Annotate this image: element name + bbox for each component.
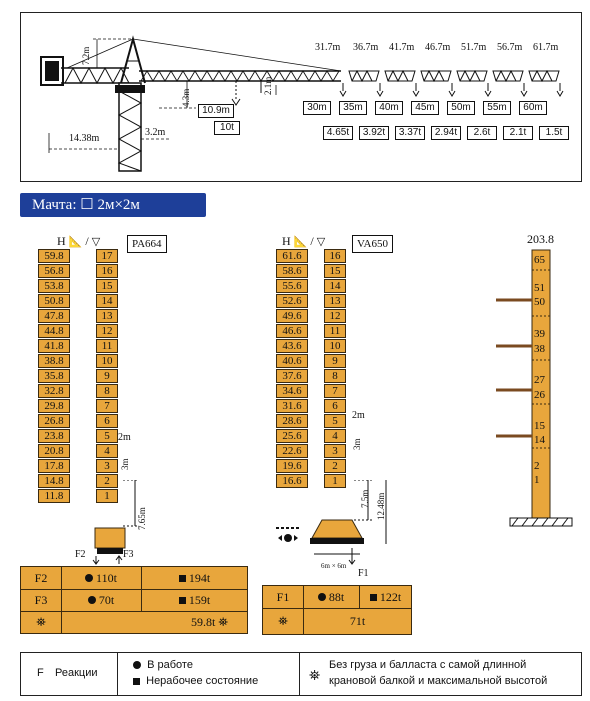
- pa-dim-base: 7.65m: [137, 507, 147, 530]
- va-height-cell: 19.6: [276, 459, 308, 473]
- va-section-cell: 9: [324, 354, 346, 368]
- tower-section-label: 14: [534, 434, 545, 446]
- pa-dim-section: 2m: [118, 432, 131, 443]
- tower-section-label: 1: [534, 474, 540, 486]
- va-section-cell: 6: [324, 399, 346, 413]
- va-section-cell: 13: [324, 294, 346, 308]
- pa-model-box: PA664: [127, 235, 167, 253]
- pa-section-cell: 12: [96, 324, 118, 338]
- tip-load-1: 4.65t: [323, 126, 353, 140]
- working-dot-icon: [85, 574, 93, 582]
- va-dim-total: 12.48m: [376, 492, 386, 520]
- va-height-cell: 40.6: [276, 354, 308, 368]
- radius-box-4: 45m: [411, 101, 439, 115]
- tower-section-label: 65: [534, 254, 545, 266]
- crane-drawing: [21, 13, 581, 181]
- pa-section-cell: 9: [96, 369, 118, 383]
- idle-square-icon: [179, 575, 186, 582]
- working-dot-icon: [88, 596, 96, 604]
- dim-height-top: 7.2m: [81, 46, 91, 65]
- tower-section-label: 27: [534, 374, 545, 386]
- va-section-cell: 8: [324, 369, 346, 383]
- pa-section-cell: 6: [96, 414, 118, 428]
- pa-section-cell: 1: [96, 489, 118, 503]
- radius-box-6: 55m: [483, 101, 511, 115]
- jib-length-6: 56.7m: [497, 42, 523, 53]
- tip-load-5: 2.6t: [467, 126, 497, 140]
- pa-height-cell: 44.8: [38, 324, 70, 338]
- va-dim-section: 2m: [352, 410, 365, 421]
- va-section-cell: 7: [324, 384, 346, 398]
- va-height-cell: 55.6: [276, 279, 308, 293]
- working-dot-icon: [318, 593, 326, 601]
- idle-square-icon: [133, 678, 140, 685]
- legend-box: [20, 652, 582, 696]
- tip-load-2: 3.92t: [359, 126, 389, 140]
- mast-badge: Мачта: ☐ 2м×2м: [20, 193, 206, 217]
- dim-counterjib: 14.38m: [69, 133, 100, 144]
- idle-square-icon: [370, 594, 377, 601]
- va-section-cell: 12: [324, 309, 346, 323]
- tower-section-label: 50: [534, 296, 545, 308]
- pa-section-cell: 17: [96, 249, 118, 263]
- pa-height-cell: 11.8: [38, 489, 70, 503]
- tip-load-7: 1.5t: [539, 126, 569, 140]
- weight-icon: ⛯: [36, 615, 46, 629]
- pa-force-table: [20, 566, 248, 634]
- pa-height-cell: 53.8: [38, 279, 70, 293]
- jib-length-5: 51.7m: [461, 42, 487, 53]
- pa-force-row: F2 110t 194t: [21, 567, 247, 590]
- pa-section-cell: 11: [96, 339, 118, 353]
- jib-length-1: 31.7m: [315, 42, 341, 53]
- va-height-cell: 37.6: [276, 369, 308, 383]
- legend-working: В работе: [133, 659, 193, 671]
- tower-section-label: 2: [534, 460, 540, 472]
- va-section-cell: 2: [324, 459, 346, 473]
- tip-load-4: 2.94t: [431, 126, 461, 140]
- tower-top-height: 203.8: [527, 232, 554, 246]
- va-section-cell: 10: [324, 339, 346, 353]
- legend-divider: [117, 653, 118, 695]
- legend-divider: [299, 653, 300, 695]
- va-section-cell: 1: [324, 474, 346, 488]
- va-height-cell: 43.6: [276, 339, 308, 353]
- va-dim-foot: 6m × 6m: [321, 562, 347, 570]
- jib-length-3: 41.7m: [389, 42, 415, 53]
- va-model-box: VA650: [352, 235, 393, 253]
- section-icon: ▽: [316, 236, 326, 248]
- weight-icon: ⛯: [218, 615, 228, 629]
- pa-weight-row: ⛯ 59.8t ⛯: [21, 611, 247, 634]
- crane-elevation-panel: [20, 12, 582, 182]
- pa-height-cell: 20.8: [38, 444, 70, 458]
- idle-square-icon: [179, 597, 186, 604]
- va-height-cell: 22.6: [276, 444, 308, 458]
- va-height-cell: 16.6: [276, 474, 308, 488]
- pa-height-cell: 59.8: [38, 249, 70, 263]
- legend-note-1: Без груза и балласта с самой длинной: [329, 659, 527, 671]
- tower-section-label: 51: [534, 282, 545, 294]
- pa-section-cell: 3: [96, 459, 118, 473]
- jib-length-2: 36.7m: [353, 42, 379, 53]
- pa-force-row: F3 70t 159t: [21, 589, 247, 612]
- va-height-cell: 31.6: [276, 399, 308, 413]
- va-header: H 📐 / ▽: [282, 234, 326, 248]
- radius-box-3: 40m: [375, 101, 403, 115]
- pa-f3-label: F3: [123, 549, 134, 560]
- pa-section-cell: 5: [96, 429, 118, 443]
- tower-section-label: 38: [534, 343, 545, 355]
- pa-section-cell: 8: [96, 384, 118, 398]
- pa-section-cell: 7: [96, 399, 118, 413]
- pa-height-cell: 29.8: [38, 399, 70, 413]
- va-section-cell: 4: [324, 429, 346, 443]
- pa-height-cell: 47.8: [38, 309, 70, 323]
- va-section-cell: 14: [324, 279, 346, 293]
- jib-min-load-box: 10t: [214, 121, 240, 135]
- va-height-cell: 34.6: [276, 384, 308, 398]
- pa-height-cell: 26.8: [38, 414, 70, 428]
- va-section-cell: 15: [324, 264, 346, 278]
- va-force-table: [262, 585, 412, 635]
- va-height-cell: 61.6: [276, 249, 308, 263]
- jib-length-7: 61.7m: [533, 42, 559, 53]
- pa-section-cell: 14: [96, 294, 118, 308]
- jib-min-radius-box: 10.9m: [198, 104, 234, 118]
- pa-section-cell: 15: [96, 279, 118, 293]
- va-section-cell: 16: [324, 249, 346, 263]
- height-icon: 📐: [68, 236, 83, 248]
- pa-section-cell: 2: [96, 474, 118, 488]
- va-section-cell: 3: [324, 444, 346, 458]
- pa-height-cell: 14.8: [38, 474, 70, 488]
- weight-icon: ⛯: [309, 667, 321, 683]
- legend-reactions: Реакции: [55, 667, 98, 679]
- pa-f2-label: F2: [75, 549, 86, 560]
- pa-height-cell: 17.8: [38, 459, 70, 473]
- pa-height-cell: 50.8: [38, 294, 70, 308]
- pa-height-cell: 41.8: [38, 339, 70, 353]
- pa-section-cell: 4: [96, 444, 118, 458]
- va-section-cell: 11: [324, 324, 346, 338]
- va-f1-label: F1: [358, 568, 369, 579]
- radius-box-5: 50m: [447, 101, 475, 115]
- pa-dim-small: 3m: [120, 458, 130, 470]
- va-height-cell: 49.6: [276, 309, 308, 323]
- tip-load-3: 3.37t: [395, 126, 425, 140]
- pa-section-cell: 10: [96, 354, 118, 368]
- va-height-cell: 46.6: [276, 324, 308, 338]
- section-icon: ▽: [91, 236, 101, 248]
- va-height-cell: 52.6: [276, 294, 308, 308]
- pa-height-cell: 32.8: [38, 384, 70, 398]
- pa-section-cell: 16: [96, 264, 118, 278]
- pa-height-cell: 56.8: [38, 264, 70, 278]
- pa-height-cell: 23.8: [38, 429, 70, 443]
- va-weight-row: ⛯ 71t: [263, 608, 411, 635]
- radius-box-7: 60m: [519, 101, 547, 115]
- dim-trolley: 2.1m: [263, 76, 273, 95]
- weight-icon: ⛯: [278, 614, 288, 628]
- tower-section-label: 15: [534, 420, 545, 432]
- working-dot-icon: [133, 661, 141, 669]
- pa-height-cell: 35.8: [38, 369, 70, 383]
- pa-section-cell: 13: [96, 309, 118, 323]
- pa-header: H 📐 / ▽: [57, 234, 101, 248]
- legend-idle: Нерабочее состояние: [133, 675, 258, 687]
- va-height-cell: 28.6: [276, 414, 308, 428]
- dim-height-mid: 4.3m: [181, 88, 191, 107]
- legend-f: F: [37, 667, 44, 679]
- jib-length-4: 46.7m: [425, 42, 451, 53]
- va-force-row: F1 88t 122t: [263, 586, 411, 609]
- height-icon: 📐: [293, 236, 308, 248]
- legend-note-2: крановой балкой и максимальной высотой: [329, 675, 548, 687]
- va-section-cell: 5: [324, 414, 346, 428]
- radius-box-1: 30m: [303, 101, 331, 115]
- tower-section-label: 26: [534, 389, 545, 401]
- va-height-cell: 58.6: [276, 264, 308, 278]
- pa-height-cell: 38.8: [38, 354, 70, 368]
- va-dim-base: 7.5m: [360, 489, 370, 508]
- va-dim-small: 3m: [352, 438, 362, 450]
- va-height-cell: 25.6: [276, 429, 308, 443]
- tip-load-6: 2.1t: [503, 126, 533, 140]
- dim-mast: 3.2m: [145, 127, 166, 138]
- tower-section-label: 39: [534, 328, 545, 340]
- radius-box-2: 35m: [339, 101, 367, 115]
